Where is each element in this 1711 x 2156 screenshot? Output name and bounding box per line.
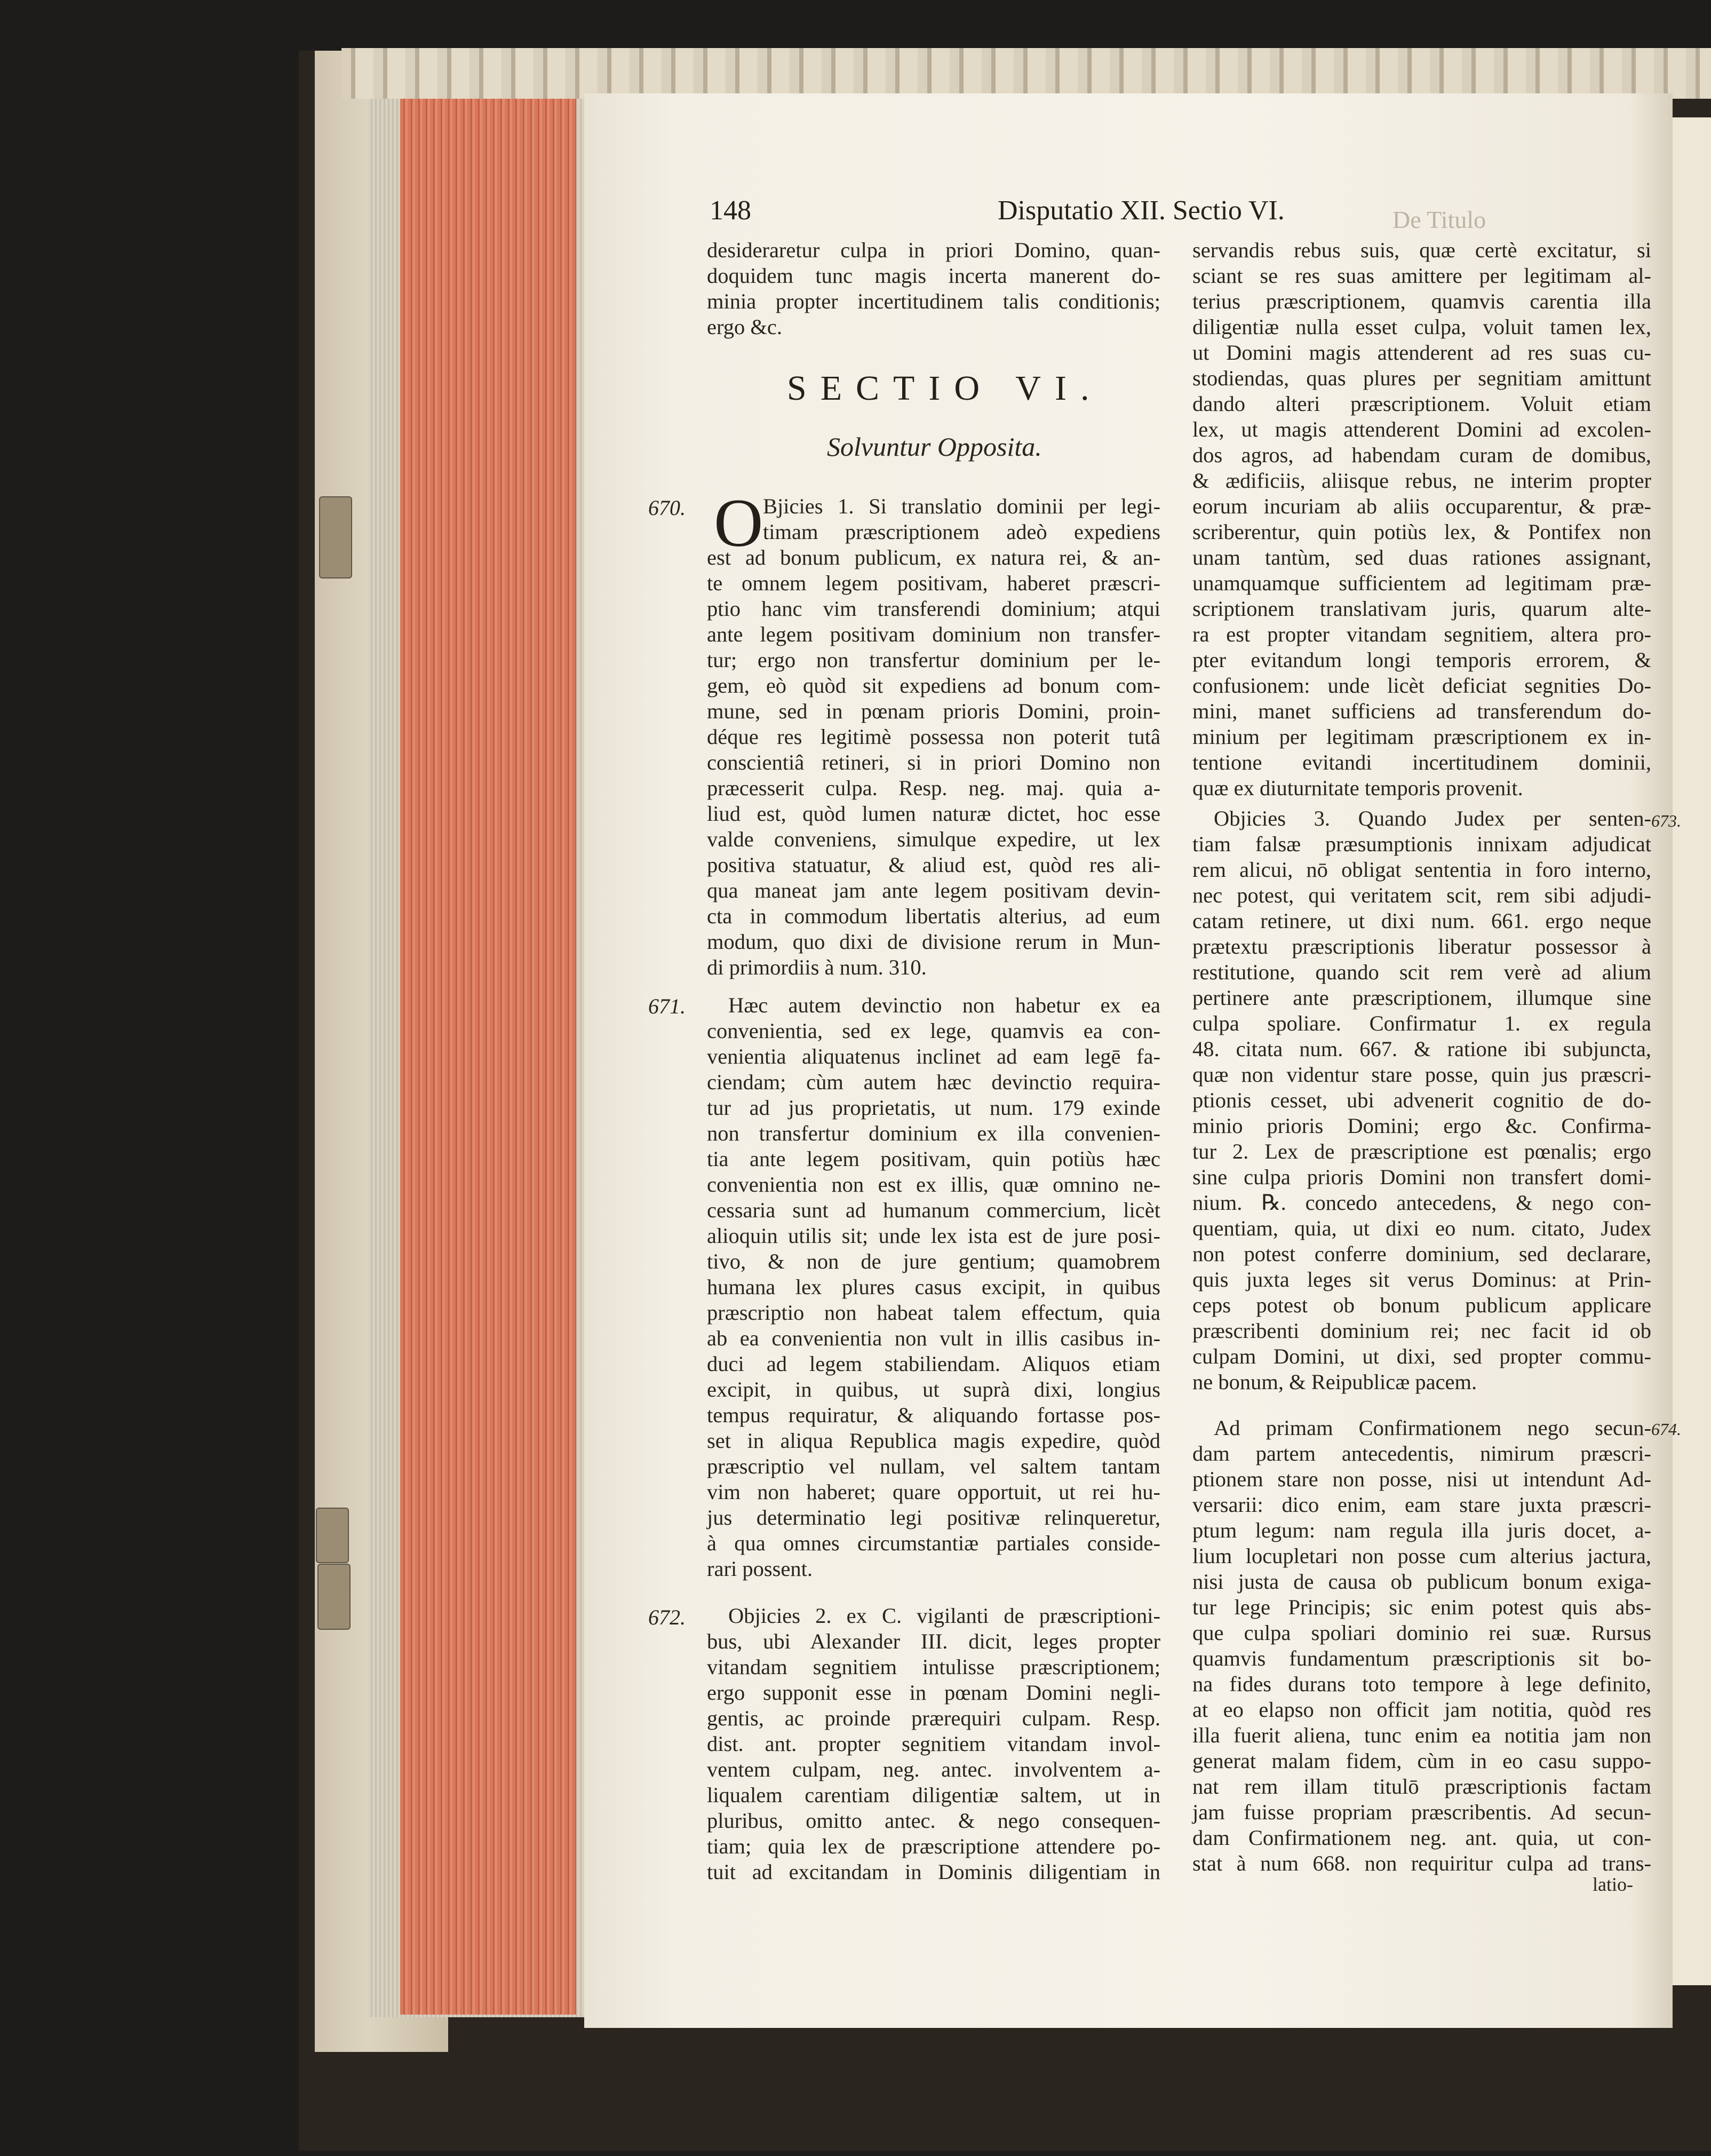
text-line: na fides durans toto tempore à lege definito, [1192,1672,1651,1696]
text-line: ergo supponit esse in pœnam Domini negli- [707,1681,1160,1705]
margin-number-674: 674. [1651,1420,1681,1439]
text-line: vitandam segnitiem intulisse præscriptionem; [707,1655,1160,1679]
text-line: unam tantùm, sed duas rationes assignant, [1192,545,1651,569]
text-line: præcesserit culpa. Resp. neg. maj. quia a- [707,776,1160,800]
text-line: sine culpa prioris Domini non transfert domi- [1192,1165,1651,1189]
text-line: minia propter incertitudinem talis conditionis; [707,289,1160,313]
text-line: gentis, ac proinde prærequiri culpam. Resp. [707,1706,1160,1730]
text-line: rem alicui, nō obligat sententia in foro interno, [1192,858,1651,882]
text-line: nec potest, qui veritatem scit, rem sibi adjudi- [1192,883,1651,907]
text-line: tempus requiratur, & aliquando fortasse pos- [707,1403,1160,1427]
text-line: unamquamque sufficientem ad legitimam præ- [1192,571,1651,595]
clasp-hinge [316,1508,349,1563]
text-line: ergo &c. [707,315,782,339]
catchword: latio- [1593,1874,1633,1895]
text-line: que culpa spoliari dominio rei suæ. Rursus [1192,1621,1651,1645]
text-line: præscriptio non habeat talem effectum, quia [707,1301,1160,1325]
margin-number-671: 671. [648,994,686,1018]
text-line: jus determinatio legi positivæ relinqueretur, [707,1505,1160,1529]
text-line: at eo elapso non officit jam notitia, quòd res [1192,1698,1651,1722]
text-line: nisi justa de causa ob publicum bonum exiga- [1192,1570,1651,1594]
text-line: ante legem positivam dominium non transfer- [707,622,1160,646]
text-line: te omnem legem positivam, haberet præscri- [707,571,1160,595]
text-line: 48. citata num. 667. & ratione ibi subjuncta, [1192,1037,1651,1061]
text-line: desideraretur culpa in priori Domino, quan- [707,238,1160,262]
text-line: tiam; quia lex de præscriptione attendere po- [707,1834,1160,1858]
margin-number-673: 673. [1651,811,1681,830]
text-line: ab ea convenientia non vult in illis casibus in- [707,1326,1160,1350]
text-line: tur 2. Lex de præscriptione est pœnalis; ergo [1192,1139,1651,1163]
text-line: tur lege Principis; sic enim potest quis abs- [1192,1595,1651,1619]
section-subtitle: Solvuntur Opposita. [827,432,1042,462]
text-line: valde conveniens, simulque expedire, ut lex [707,827,1160,851]
text-line: ptum legum: nam regula illa juris docet, a- [1192,1518,1651,1542]
text-line: mini, manet sufficiens ad transferendum do- [1192,699,1651,723]
text-line: ptionis cesset, ubi advenerit cognitio de do- [1192,1088,1651,1112]
text-line: liud est, quòd lumen naturæ dictet, hoc esse [707,802,1160,826]
text-line: Bjicies 1. Si translatio dominii per legi- [763,494,1160,518]
text-line: convenientia, sed ex lege, quamvis ea con- [707,1019,1160,1043]
section-title: SECTIO VI. [787,369,1103,408]
bleed-through-text: De Titulo [1392,206,1486,233]
text-line: di primordiis à num. 310. [707,955,927,979]
text-line: doquidem tunc magis incerta manerent do- [707,264,1160,288]
text-line: ventem culpam, neg. antec. involventem a- [707,1757,1160,1781]
text-line: quamvis fundamentum præscriptionis sit bo- [1192,1646,1651,1670]
text-line: tia ante legem positivam, quin potiùs hæc [707,1147,1160,1171]
text-line: conscientiâ retineri, si in priori Domino non [707,750,1160,774]
top-edge [341,48,1711,99]
text-line: tentione evitandi incertitudinem dominii, [1192,750,1651,774]
text-line: qua maneat jam ante legem positivam devin- [707,878,1160,902]
clasp-hinge [317,1564,351,1630]
text-line: confusionem: unde licèt deficiat segnities Do- [1192,673,1651,697]
page-number: 148 [710,195,751,226]
text-line: déque res legitimè possessa non poterit tutâ [707,725,1160,749]
margin-number-670: 670. [648,496,686,520]
text-line: & ædificiis, aliisque rebus, ne interim propter [1192,469,1651,493]
text-line: nat rem illam titulō præscriptionis factam [1192,1774,1651,1798]
text-line: catam retinere, ut dixi num. 661. ergo neque [1192,909,1651,933]
text-line: humana lex plures casus excipit, in quibus [707,1275,1160,1299]
text-line: quæ ex diuturnitate temporis provenit. [1192,776,1523,800]
text-line: vim non haberet; quare opportuit, ut rei hu- [707,1480,1160,1504]
text-line: minium per legitimam præscriptionem ex in- [1192,725,1651,749]
text-line: venientia aliquatenus inclinet ad eam legē fa- [707,1044,1160,1068]
text-line: tivo, & non de jure gentium; quamobrem [707,1249,1160,1273]
text-line: pter evitandum longi temporis errorem, & [1192,648,1651,672]
text-line: Hæc autem devinctio non habetur ex ea [728,993,1160,1017]
facing-page-edge [1673,117,1711,1985]
text-line: jam fuisse propriam præscribentis. Ad secun- [1192,1800,1651,1824]
clasp-hinge [319,496,352,578]
text-line: set in aliqua Republica magis expedire, quòd [707,1429,1160,1453]
text-line: servandis rebus suis, quæ certè excitatur, si [1192,238,1651,262]
text-line: tuit ad excitandam in Dominis diligentiam in [707,1860,1160,1884]
text-line: dam partem antecedentis, nimirum præscri- [1192,1441,1651,1465]
text-line: culpa spoliare. Confirmatur 1. ex regula [1192,1011,1651,1035]
text-line: dos agros, ad habendam curam de domibus, [1192,443,1651,467]
text-line: dist. ant. propter segnitiem vitandam invol- [707,1732,1160,1756]
text-line: ut Domini magis attenderent ad res suas cu- [1192,340,1651,364]
text-line: culpam Domini, ut dixi, sed propter commu- [1192,1344,1651,1368]
text-line: à qua omnes circumstantiæ partiales conside- [707,1531,1160,1555]
text-line: lium locupletari non posse cum alterius jactura, [1192,1544,1651,1568]
text-line: ptionem stare non posse, nisi ut intendunt Ad- [1192,1467,1651,1491]
text-line: quis juxta leges sit verus Dominus: at Prin- [1192,1267,1651,1291]
text-line: excipit, in quibus, ut suprà dixi, longius [707,1377,1160,1401]
text-line: alioquin utilis sit; unde lex ista est de jure posi- [707,1224,1160,1248]
text-line: stat à num 668. non requiritur culpa ad trans- [1192,1851,1651,1875]
text-line: duci ad legem stabiliendam. Aliquos etiam [707,1352,1160,1376]
margin-number-672: 672. [648,1605,686,1629]
text-line: Objicies 2. ex C. vigilanti de præscriptioni- [728,1604,1160,1628]
text-line: rari possent. [707,1557,813,1581]
text-line: liqualem carentiam diligentiæ saltem, ut in [707,1783,1160,1807]
running-title: Disputatio XII. Sectio VI. [998,195,1285,226]
text-line: non potest conferre dominium, sed declarare, [1192,1242,1651,1266]
text-line: præscribenti dominium rei; nec facit id ob [1192,1319,1651,1343]
text-line: ptio hanc vim transferendi dominium; atqui [707,597,1160,621]
text-line: cta in commodum libertatis alterius, ad eum [707,904,1160,928]
text-line: positiva statuatur, & aliud est, quòd res ali- [707,853,1160,877]
text-line: sciant se res suas amittere per legitimam al- [1192,264,1651,288]
text-line: convenientia non est ex illis, quæ omnino ne- [707,1172,1160,1196]
text-line: cessaria sunt ad humanum commercium, licèt [707,1198,1160,1222]
drop-cap: O [714,485,763,561]
text-line: pertinere ante præscriptionem, illumque sine [1192,986,1651,1010]
text-line: est ad bonum publicum, ex natura rei, & an- [707,545,1160,569]
text-line: lex, ut magis attenderent Domini ad excolen- [1192,417,1651,441]
red-page-edges [400,93,576,2015]
text-line: restitutione, quando scit rem verè ad alium [1192,960,1651,984]
text-line: minio prioris Domini; ergo &c. Confirma- [1192,1114,1651,1138]
text-line: versarii: dico enim, eam stare juxta præscri- [1192,1493,1651,1517]
text-line: illa fuerit aliena, tunc enim ea notitia jam non [1192,1723,1651,1747]
text-line: præscriptio vel nullam, vel saltem tantam [707,1454,1160,1478]
text-line: Ad primam Confirmationem nego secun- [1214,1416,1651,1440]
text-line: scriptionem translativam juris, quarum alte- [1192,597,1651,621]
text-line: tiam falsæ præsumptionis innixam adjudicat [1192,832,1651,856]
text-line: Objicies 3. Quando Judex per senten- [1214,806,1651,830]
text-line: dando alteri præscriptionem. Voluit etiam [1192,392,1651,416]
text-line: terius præscriptionem, quamvis carentia illa [1192,289,1651,313]
text-line: quentiam, quia, ut dixi eo num. citato, Judex [1192,1216,1651,1240]
text-line: eorum incuriam ab aliis occuparentur, & præ- [1192,494,1651,518]
text-line: nium. ℞. concedo antecedens, & nego con- [1192,1191,1651,1215]
text-line: modum, quo dixi de divisione rerum in Mun- [707,930,1160,954]
text-line: timam præscriptionem adeò expediens [763,520,1160,544]
text-line: gem, eò quòd sit expediens ad bonum com- [707,673,1160,697]
text-line: diligentiæ nulla esset culpa, voluit tamen lex, [1192,315,1651,339]
text-line: stodiendas, quas plures per segnitiam amittunt [1192,366,1651,390]
text-line: ciendam; cùm autem hæc devinctio requira- [707,1070,1160,1094]
text-line: quæ non videntur stare posse, quin jus præscri- [1192,1063,1651,1087]
text-line: prætextu præscriptionis liberatur possessor à [1192,934,1651,958]
text-line: ra est propter vitandam segnitiem, altera pro- [1192,622,1651,646]
text-line: generat malam fidem, cùm in eo casu suppo- [1192,1749,1651,1773]
text-line: ne bonum, & Reipublicæ pacem. [1192,1370,1477,1394]
text-line: bus, ubi Alexander III. dicit, leges propter [707,1629,1160,1653]
text-line: non transfertur dominium ex illa convenien- [707,1121,1160,1145]
text-line: tur; ergo non transfertur dominium per le- [707,648,1160,672]
text-line: ceps potest ob bonum publicum applicare [1192,1293,1651,1317]
text-line: dam Confirmationem neg. ant. quia, ut con- [1192,1826,1651,1850]
text-line: mune, sed in pœnam prioris Domini, proin- [707,699,1160,723]
text-line: pluribus, omitto antec. & nego consequen- [707,1809,1160,1833]
text-line: tur ad jus proprietatis, ut num. 179 exinde [707,1096,1160,1120]
text-line: scriberentur, quin potiùs lex, & Pontifex non [1192,520,1651,544]
